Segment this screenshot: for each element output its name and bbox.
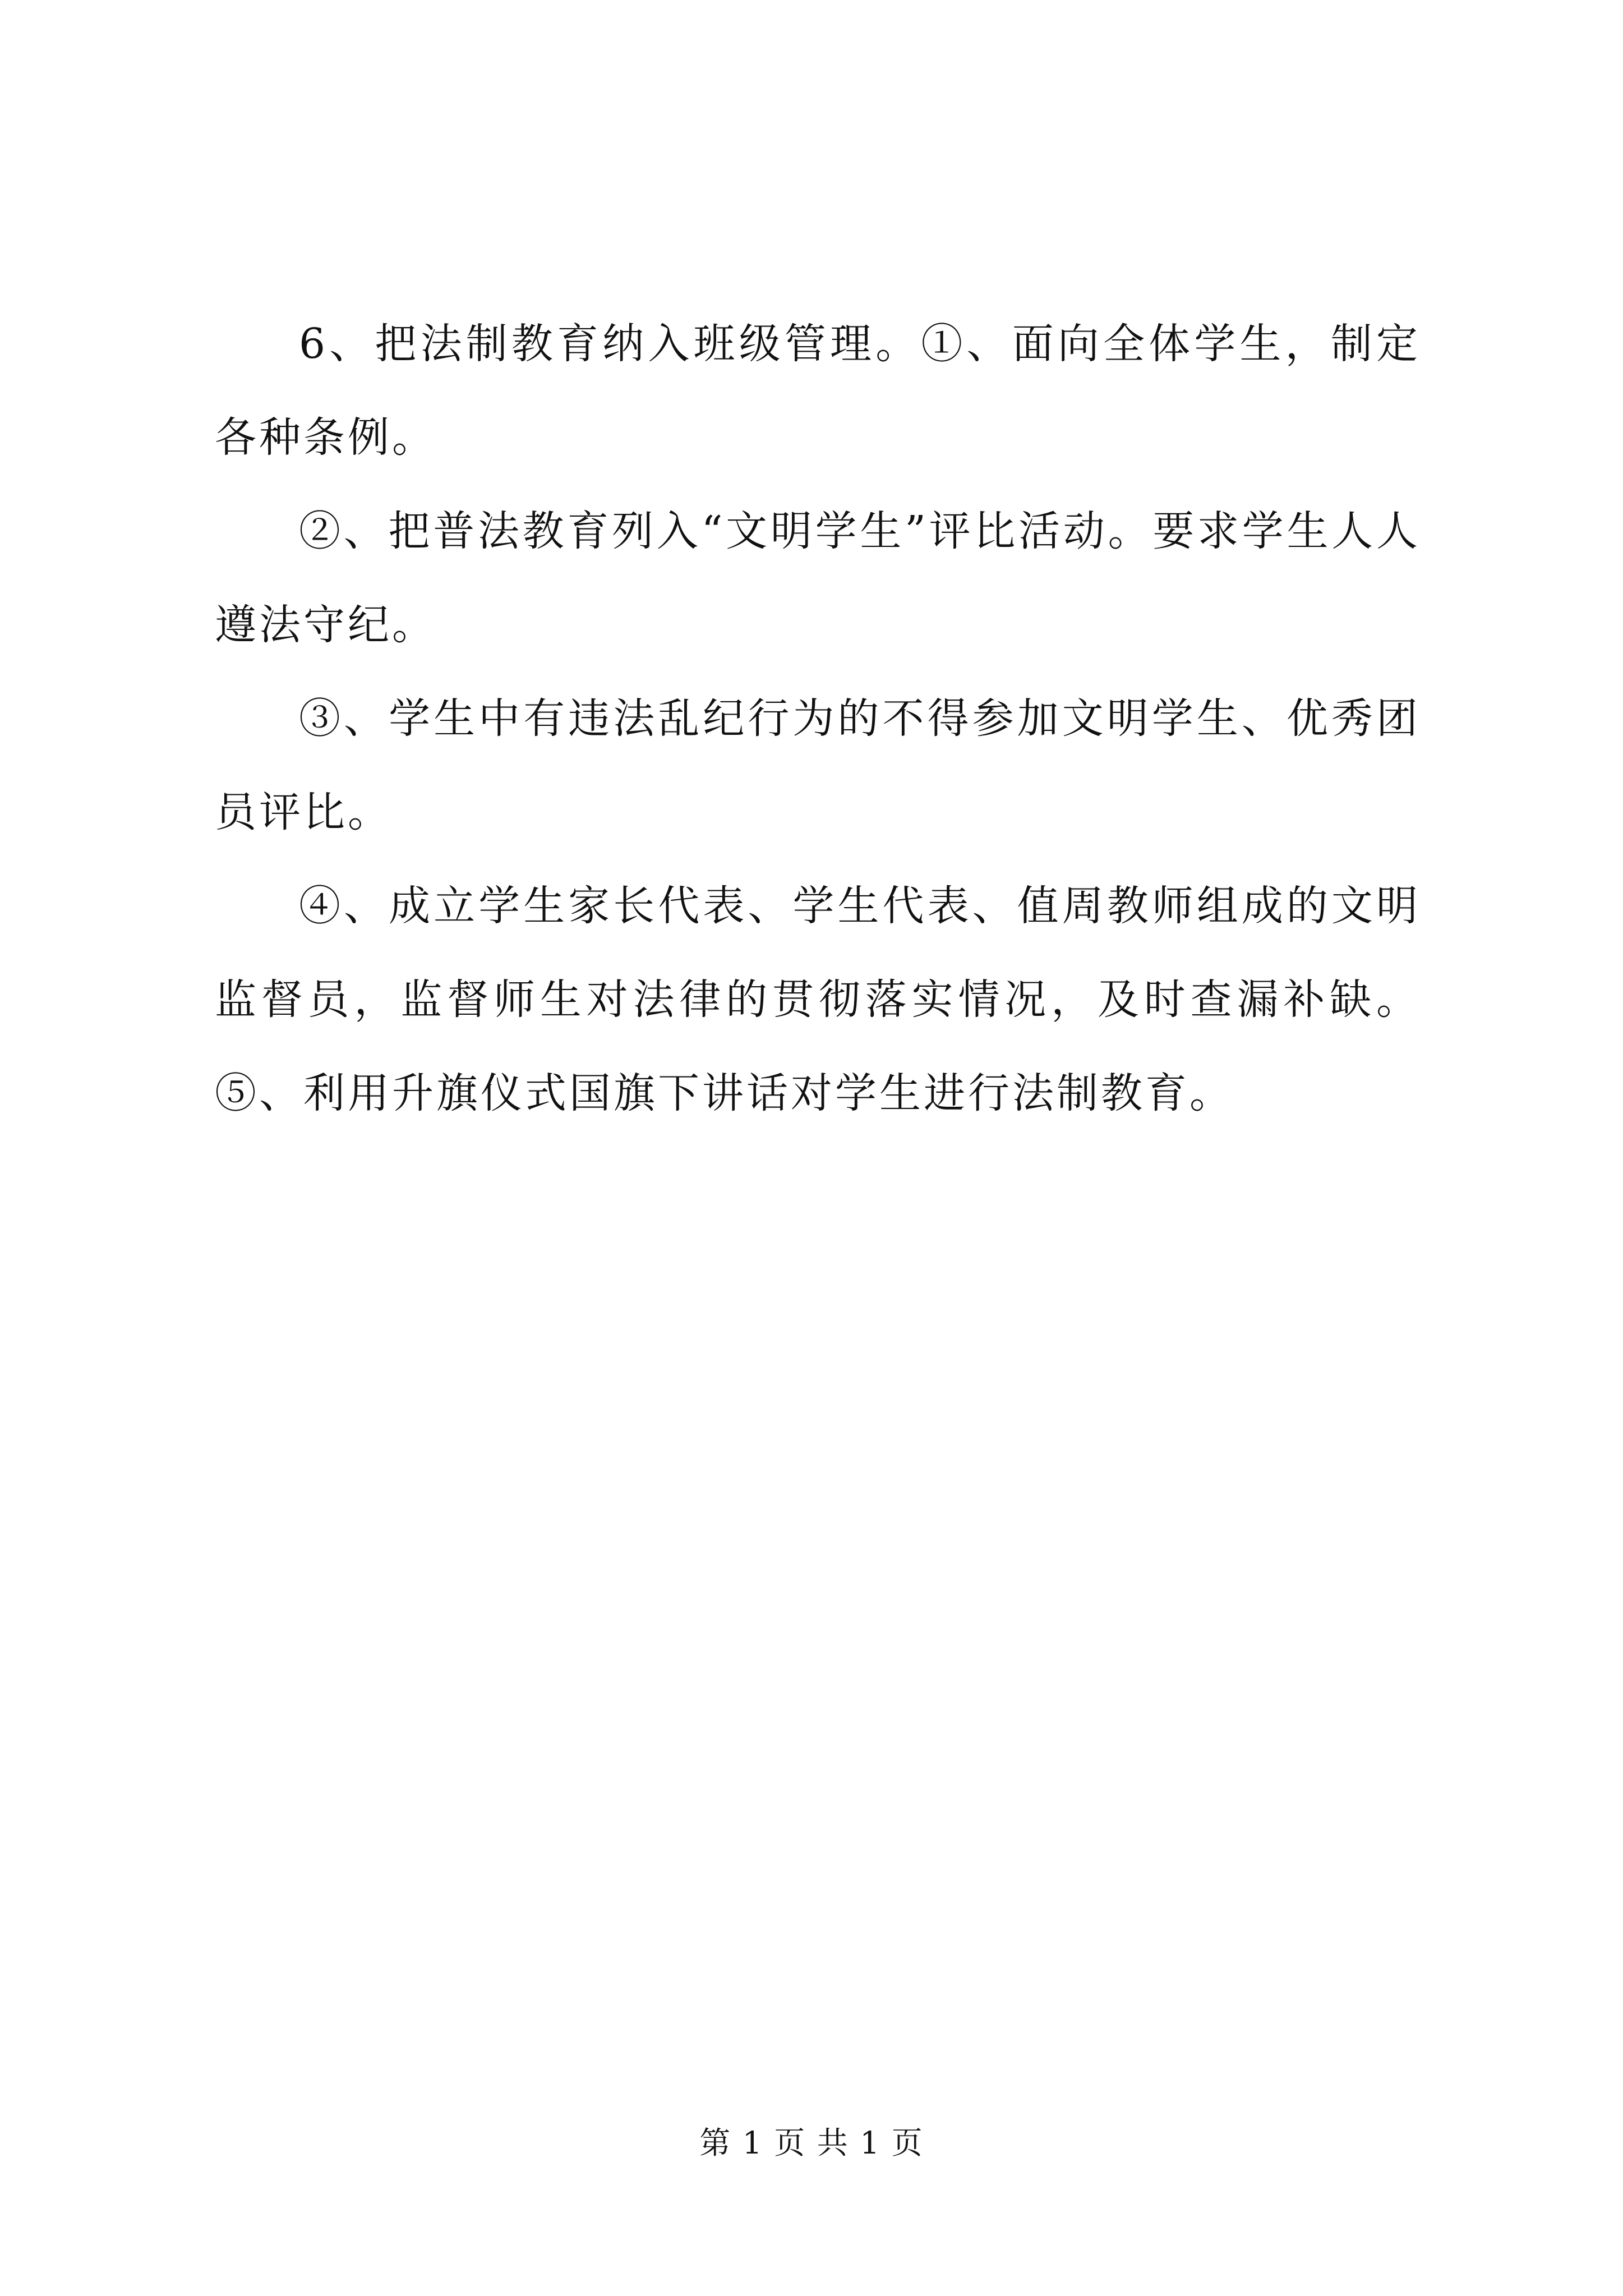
paragraph-item-3: ③、学生中有违法乱纪行为的不得参加文明学生、优秀团员评比。 bbox=[215, 694, 1421, 836]
document-body bbox=[215, 297, 1421, 1140]
page-footer: 第 1 页 共 1 页 bbox=[699, 2125, 924, 2161]
paragraph-item-6: 6、把法制教育纳入班级管理。①、面向全体学生，制定各种条例。 bbox=[215, 320, 1421, 462]
paragraph-item-2: ②、把普法教育列入“文明学生”评比活动。要求学生人人遵法守纪。 bbox=[215, 507, 1421, 649]
paragraph-item-4: ④、成立学生家长代表、学生代表、值周教师组成的文明监督员，监督师生对法律的贯彻落实情况，及时查漏补缺。⑤、利用升旗仪式国旗下讲话对学生进行法制教育。 bbox=[215, 882, 1421, 1117]
